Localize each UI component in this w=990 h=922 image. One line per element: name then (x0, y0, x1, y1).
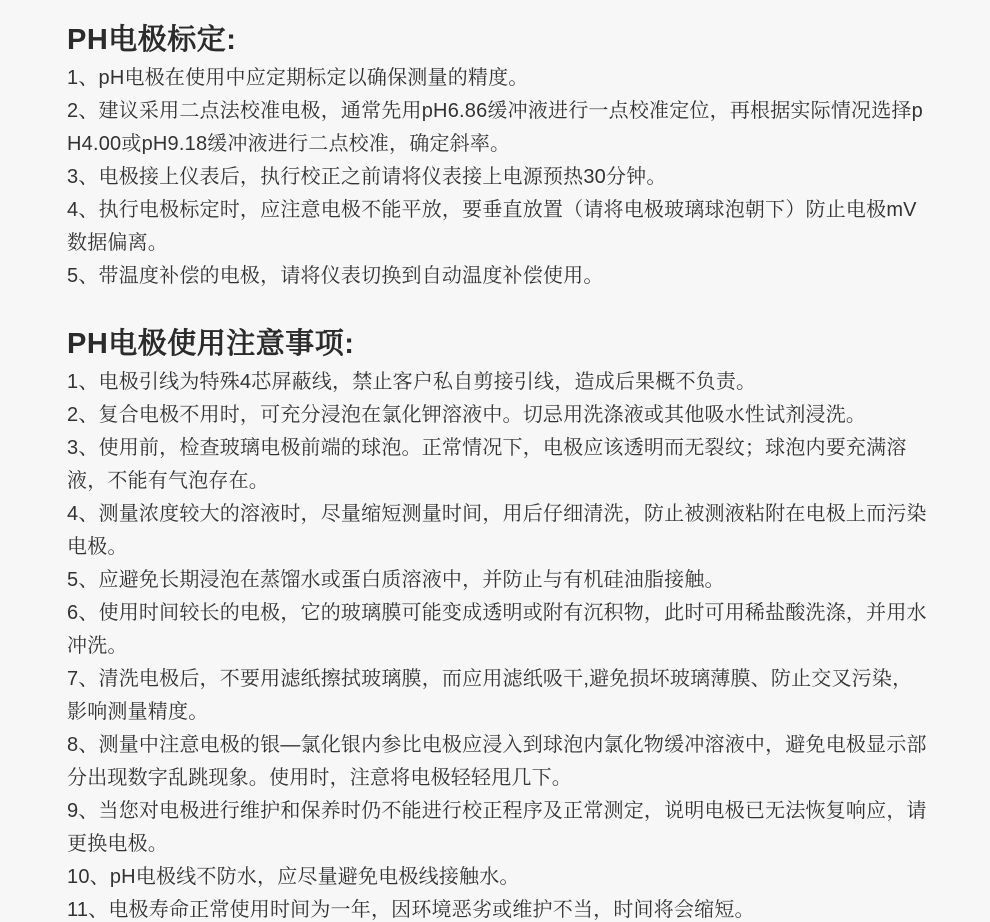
section-title-precautions: PH电极使用注意事项: (67, 328, 355, 360)
list-item: 4、测量浓度较大的溶液时，尽量缩短测量时间，用后仔细清洗，防止被测液粘附在电极上而污染电极。 (67, 503, 927, 558)
list-item: 6、使用时间较长的电极，它的玻璃膜可能变成透明或附有沉积物，此时可用稀盐酸洗涤，并用水冲洗。 (67, 602, 927, 657)
list-item: 3、电极接上仪表后，执行校正之前请将仪表接上电源预热30分钟。 (67, 166, 667, 188)
list-item: 10、pH电极线不防水，应尽量避免电极线接触水。 (67, 866, 520, 888)
section-precautions (67, 324, 927, 922)
section-title-calibration: PH电极标定: (67, 24, 237, 56)
list-item: 3、使用前，检查玻璃电极前端的球泡。正常情况下，电极应该透明而无裂纹；球泡内要充满溶液，不能有气泡存在。 (67, 437, 907, 492)
list-item: 1、电极引线为特殊4芯屏蔽线，禁止客户私自剪接引线，造成后果概不负责。 (67, 371, 757, 393)
list-item: 2、建议采用二点法校准电极，通常先用pH6.86缓冲液进行一点校准定位，再根据实际情况选择pH4.00或pH9.18缓冲液进行二点校准，确定斜率。 (67, 100, 923, 155)
precautions-list (67, 366, 927, 922)
list-item: 5、带温度补偿的电极，请将仪表切换到自动温度补偿使用。 (67, 265, 604, 287)
section-calibration (67, 20, 927, 293)
calibration-list (67, 62, 927, 293)
list-item: 8、测量中注意电极的银—氯化银内参比电极应浸入到球泡内氯化物缓冲溶液中，避免电极显示部分出现数字乱跳现象。使用时，注意将电极轻轻甩几下。 (67, 734, 927, 789)
list-item: 4、执行电极标定时，应注意电极不能平放，要垂直放置（请将电极玻璃球泡朝下）防止电极mV数据偏离。 (67, 199, 917, 254)
list-item: 5、应避免长期浸泡在蒸馏水或蛋白质溶液中，并防止与有机硅油脂接触。 (67, 569, 725, 591)
list-item: 9、当您对电极进行维护和保养时仍不能进行校正程序及正常测定，说明电极已无法恢复响应，请更换电极。 (67, 800, 927, 855)
list-item: 7、清洗电极后，不要用滤纸擦拭玻璃膜，而应用滤纸吸干,避免损坏玻璃薄膜、防止交叉污染，影响测量精度。 (67, 668, 913, 723)
list-item: 1、pH电极在使用中应定期标定以确保测量的精度。 (67, 67, 529, 89)
list-item: 11、电极寿命正常使用时间为一年，因环境恶劣或维护不当，时间将会缩短。 (67, 899, 755, 921)
list-item: 2、复合电极不用时，可充分浸泡在氯化钾溶液中。切忌用洗涤液或其他吸水性试剂浸洗。 (67, 404, 867, 426)
